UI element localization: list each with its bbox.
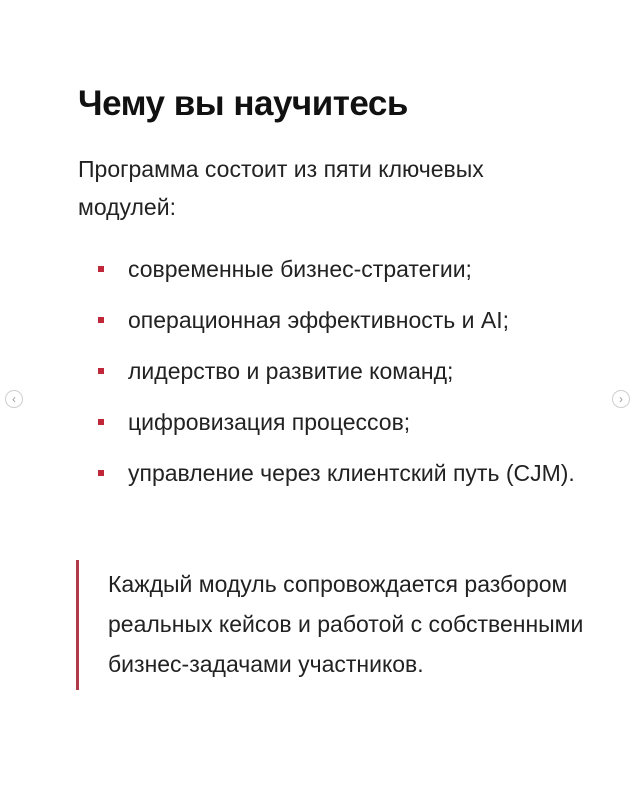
list-item <box>78 403 578 441</box>
list-item <box>78 250 578 288</box>
square-bullet-icon <box>98 470 104 476</box>
module-label: цифровизация процессов; <box>128 409 411 435</box>
square-bullet-icon <box>98 368 104 374</box>
chevron-right-icon: › <box>619 392 623 406</box>
square-bullet-icon <box>98 266 104 272</box>
module-label: операционная эффективность и AI; <box>128 307 510 333</box>
list-item <box>78 301 578 339</box>
list-item <box>78 352 578 390</box>
square-bullet-icon <box>98 419 104 425</box>
module-label: современные бизнес-стратегии; <box>128 256 472 282</box>
modules-list <box>78 250 578 505</box>
module-label: управление через клиентский путь (CJM). <box>128 460 575 486</box>
list-item <box>78 454 578 492</box>
carousel-next-button[interactable] <box>612 390 630 408</box>
intro-text: Программа состоит из пяти ключевых модулей: <box>78 156 484 220</box>
callout-quote: Каждый модуль сопровождается разбором реальных кейсов и работой с собственными бизнес-задачами участников. <box>76 560 586 690</box>
slide-title: Чему вы научитесь <box>78 84 408 123</box>
carousel-prev-button[interactable] <box>5 390 23 408</box>
chevron-left-icon: ‹ <box>12 392 16 406</box>
square-bullet-icon <box>98 317 104 323</box>
module-label: лидерство и развитие команд; <box>128 358 454 384</box>
